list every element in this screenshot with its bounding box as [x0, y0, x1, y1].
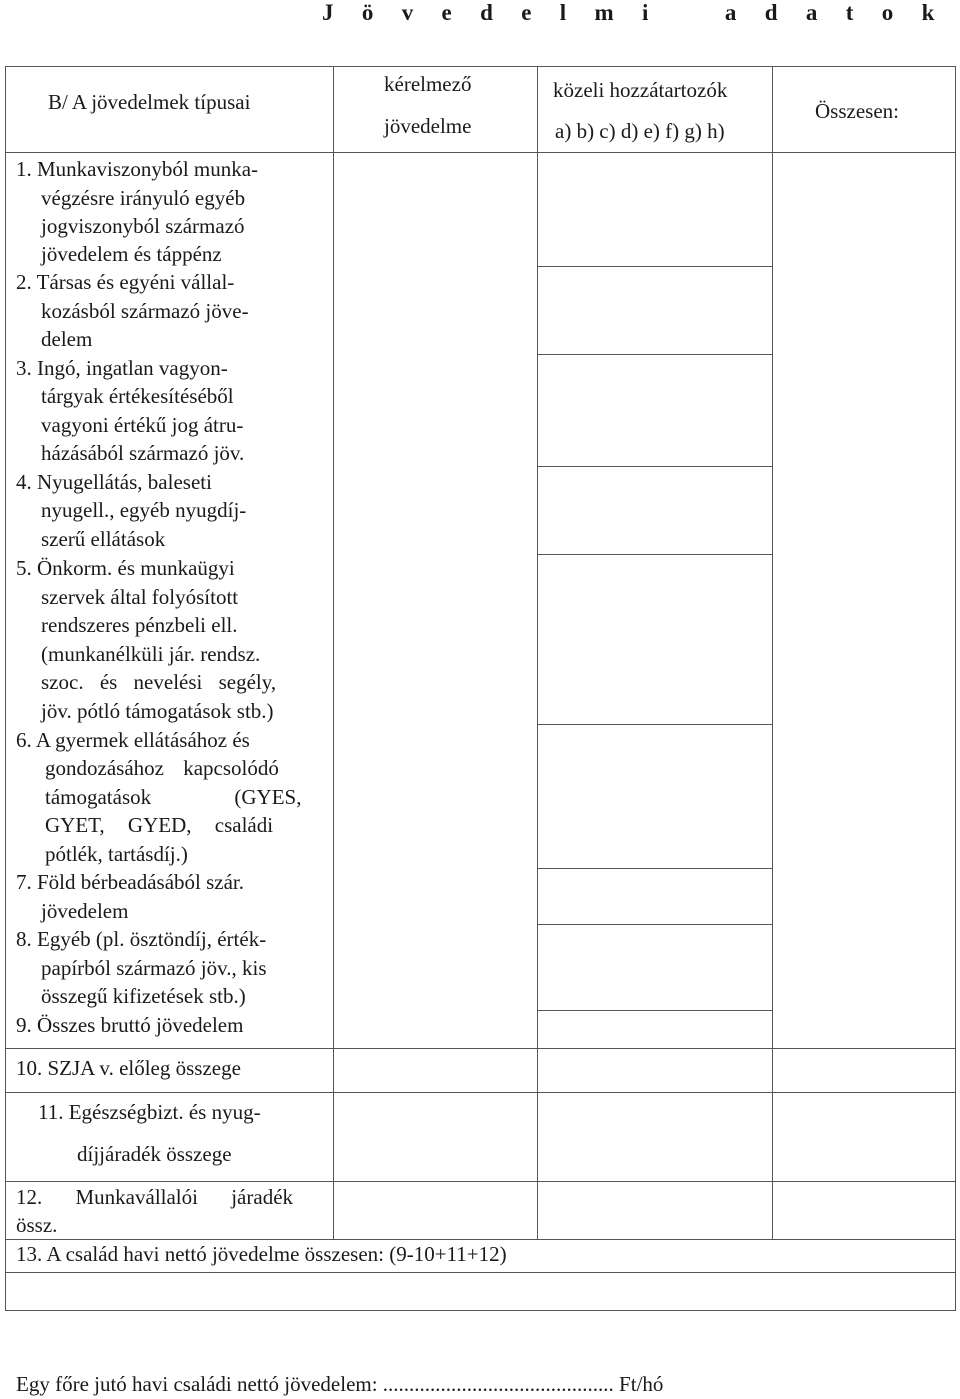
- row-5-line: rendszeres pénzbeli ell.: [41, 613, 238, 637]
- applicant-heading-line2: jövedelme: [384, 114, 472, 138]
- row-1-line: jogviszonyból származó: [41, 214, 245, 238]
- relatives-heading-line2: a) b) c) d) e) f) g) h): [555, 119, 725, 143]
- row-3-line: vagyoni értékű jog átru-: [41, 413, 244, 437]
- row-1-line: 1. Munkaviszonyból munka-: [16, 157, 259, 181]
- row-7-line: 7. Föld bérbeadásából szár.: [16, 870, 245, 894]
- row-7-line: jövedelem: [41, 899, 129, 923]
- per-capita-income-line: Egy főre jutó havi családi nettó jövedelem: ............................................ Ft/hó: [16, 1372, 664, 1396]
- row-4-line: 4. Nyugellátás, baleseti: [16, 470, 212, 494]
- row-6-line: 6. A gyermek ellátásához és: [16, 728, 250, 752]
- row-5-line: jöv. pótló támogatások stb.): [41, 699, 274, 723]
- row-10: 10. SZJA v. előleg összege: [16, 1056, 241, 1080]
- row-5-line: 5. Önkorm. és munkaügyi: [16, 556, 235, 580]
- row-6-line: pótlék, tartásdíj.): [45, 842, 188, 866]
- row-8-line: 8. Egyéb (pl. ösztöndíj, érték-: [16, 927, 267, 951]
- relatives-heading-line1: közeli hozzátartozók: [553, 78, 728, 102]
- row-5-line: (munkanélküli jár. rendsz.: [41, 642, 261, 666]
- row-3-line: 3. Ingó, ingatlan vagyon-: [16, 356, 228, 380]
- applicant-heading-line1: kérelmező: [384, 72, 472, 96]
- row-4-line: nyugell., egyéb nyugdíj-: [41, 498, 247, 522]
- row-3-line: házásából származó jöv.: [41, 441, 245, 465]
- total-heading: Összesen:: [815, 99, 899, 123]
- row-5-line: szervek által folyósított: [41, 585, 239, 609]
- row-9: 9. Összes bruttó jövedelem: [16, 1013, 244, 1037]
- page-title: J ö v e d e l m i a d a t o k: [322, 0, 939, 25]
- row-3-line: tárgyak értékesítéséből: [41, 384, 234, 408]
- row-6-line: gondozásához kapcsolódó: [45, 756, 279, 780]
- row-1-line: végzésre irányuló egyéb: [41, 186, 246, 210]
- row-2-line: 2. Társas és egyéni vállal-: [16, 270, 235, 294]
- row-1-line: jövedelem és táppénz: [41, 242, 222, 266]
- row-6-line: támogatások (GYES,: [45, 785, 302, 809]
- types-heading: B/ A jövedelmek típusai: [48, 90, 251, 114]
- row-11-line: 11. Egészségbizt. és nyug-: [38, 1100, 261, 1124]
- row-2-line: kozásból származó jöve-: [41, 299, 249, 323]
- row-2-line: delem: [41, 327, 93, 351]
- row-8-line: összegű kifizetések stb.): [41, 984, 246, 1008]
- row-12-line: 12. Munkavállalói járadék: [16, 1185, 294, 1209]
- row-13: 13. A család havi nettó jövedelme összesen: (9-10+11+12): [16, 1242, 507, 1266]
- row-6-line: GYET, GYED, családi: [45, 813, 274, 837]
- row-8-line: papírból származó jöv., kis: [41, 956, 267, 980]
- row-5-line: szoc. és nevelési segély,: [41, 670, 277, 694]
- row-12-line: össz.: [16, 1213, 58, 1237]
- row-4-line: szerű ellátások: [41, 527, 166, 551]
- row-11-line: díjjáradék összege: [77, 1142, 232, 1166]
